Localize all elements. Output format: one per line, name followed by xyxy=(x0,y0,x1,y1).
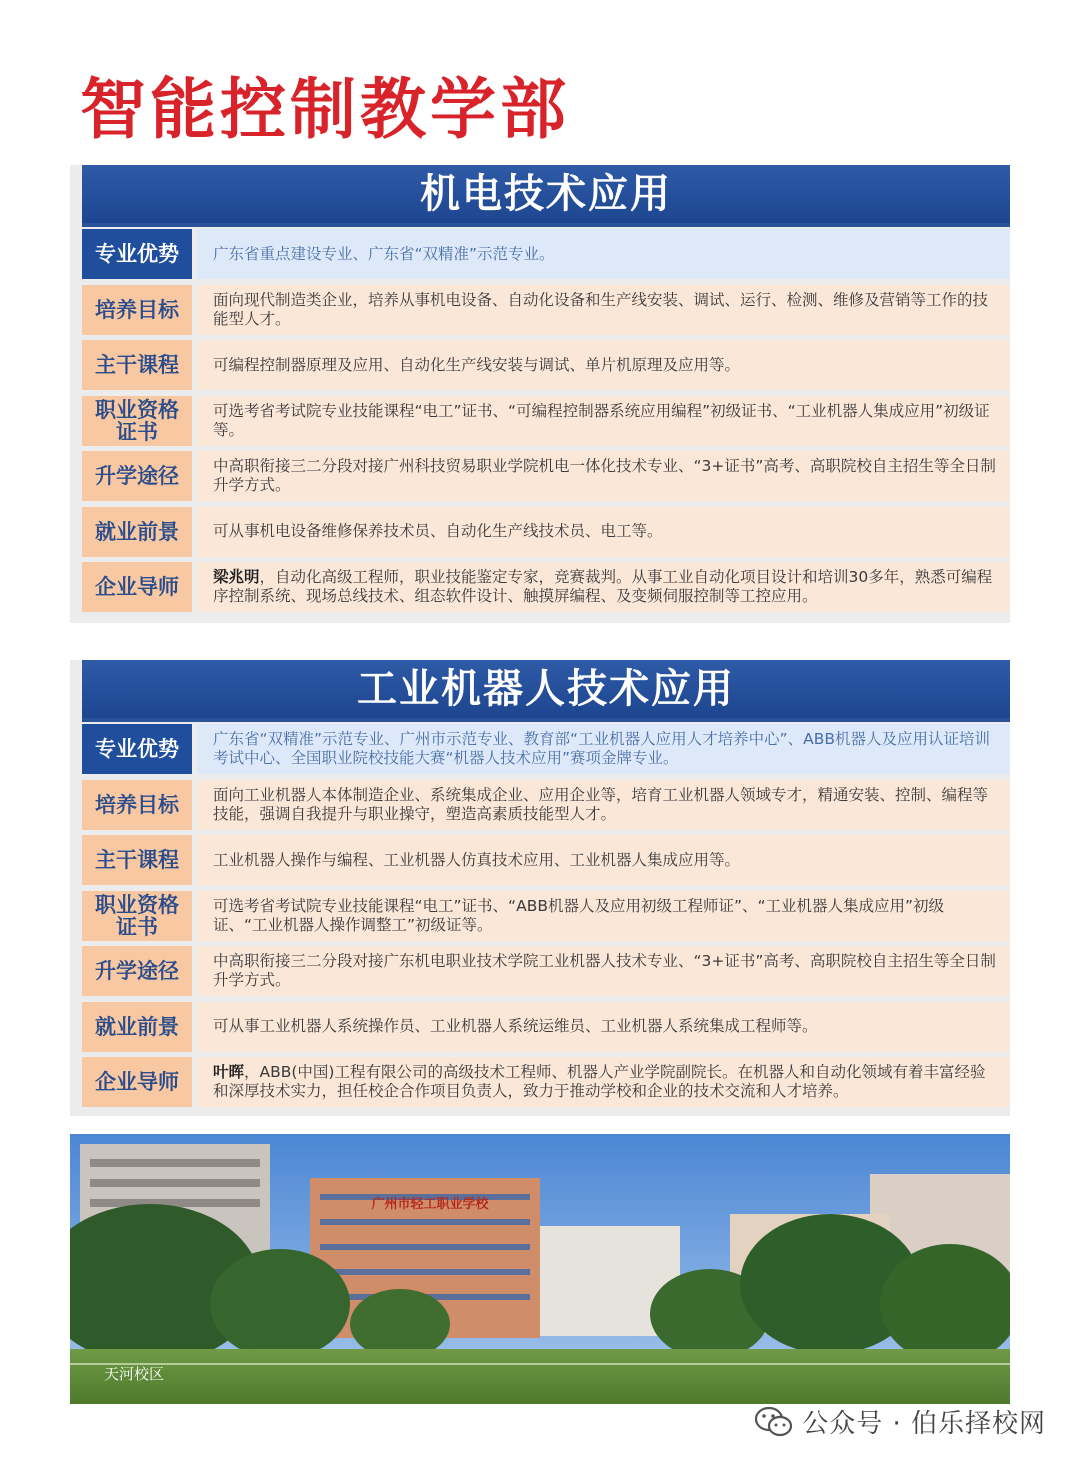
row-text: 可选考省考试院专业技能课程“电工”证书、“可编程控制器系统应用编程”初级证书、“工业机器人集成应用”初级证等。 xyxy=(197,396,1010,446)
row-label: 培养目标 xyxy=(82,780,192,830)
section-title: 工业机器人技术应用 xyxy=(82,660,1010,718)
campus-caption: 天河校区 xyxy=(104,1365,165,1383)
row-text xyxy=(197,562,1010,612)
row-text: 可从事机电设备维修保养技术员、自动化生产线技术员、电工等。 xyxy=(197,507,1010,557)
info-row-goal xyxy=(82,780,1010,830)
info-row-employment xyxy=(82,507,1010,557)
row-label: 企业导师 xyxy=(82,562,192,612)
building-sign: 广州市轻工职业学校 xyxy=(371,1197,489,1212)
info-row-certificates xyxy=(82,396,1010,446)
mentor-name: 叶晖 xyxy=(213,1063,245,1081)
row-label: 专业优势 xyxy=(82,724,192,774)
row-text: 面向现代制造类企业，培养从事机电设备、自动化设备和生产线安装、调试、运行、检测、维修及营销等工作的技能型人才。 xyxy=(197,285,1010,335)
row-text: 可从事工业机器人系统操作员、工业机器人系统运维员、工业机器人系统集成工程师等。 xyxy=(197,1002,1010,1052)
info-row-mentor xyxy=(82,1057,1010,1107)
row-text xyxy=(197,1057,1010,1107)
row-text: 可编程控制器原理及应用、自动化生产线安装与调试、单片机原理及应用等。 xyxy=(197,340,1010,390)
row-text: 广东省“双精准”示范专业、广州市示范专业、教育部“工业机器人应用人才培养中心”、ABB机器人及应用认证培训考试中心、全国职业院校技能大赛“机器人技术应用”赛项金牌专业。 xyxy=(197,724,1010,774)
row-label: 主干课程 xyxy=(82,835,192,885)
row-text: 广东省重点建设专业、广东省“双精准”示范专业。 xyxy=(197,229,1010,279)
row-label: 就业前景 xyxy=(82,507,192,557)
info-row-goal xyxy=(82,285,1010,335)
campus-photo xyxy=(70,1134,1010,1404)
row-text: 中高职衔接三二分段对接广东机电职业技术学院工业机器人技术专业、“3+证书”高考、高职院校自主招生等全日制升学方式。 xyxy=(197,946,1010,996)
row-label: 专业优势 xyxy=(82,229,192,279)
info-row-certificates xyxy=(82,891,1010,941)
row-text: 工业机器人操作与编程、工业机器人仿真技术应用、工业机器人集成应用等。 xyxy=(197,835,1010,885)
mentor-bio: ，ABB(中国)工程有限公司的高级技术工程师、机器人产业学院副院长。在机器人和自动化领域有着丰富经验和深厚技术实力，担任校企合作项目负责人，致力于推动学校和企业的技术交流和人才培养。 xyxy=(213,1063,986,1100)
row-label: 培养目标 xyxy=(82,285,192,335)
section-mechatronics xyxy=(70,165,1010,623)
info-row-mentor xyxy=(82,562,1010,612)
row-label: 升学途径 xyxy=(82,451,192,501)
row-text: 中高职衔接三二分段对接广州科技贸易职业学院机电一体化技术专业、“3+证书”高考、高职院校自主招生等全日制升学方式。 xyxy=(197,451,1010,501)
campus-illustration xyxy=(70,1134,1010,1404)
page-title: 智能控制教学部 xyxy=(80,71,570,148)
info-row-advantage xyxy=(82,229,1010,279)
info-table xyxy=(82,229,1010,618)
section-title: 机电技术应用 xyxy=(82,165,1010,223)
info-row-further-study xyxy=(82,451,1010,501)
info-row-employment xyxy=(82,1002,1010,1052)
row-label: 就业前景 xyxy=(82,1002,192,1052)
row-text: 面向工业机器人本体制造企业、系统集成企业、应用企业等，培育工业机器人领域专才，精通安装、控制、编程等技能，强调自我提升与职业操守，塑造高素质技能型人才。 xyxy=(197,780,1010,830)
footer-text: 公众号 · 伯乐择校网 xyxy=(802,1409,1046,1439)
row-label: 职业资格证书 xyxy=(82,891,192,941)
info-table xyxy=(82,724,1010,1113)
row-label: 企业导师 xyxy=(82,1057,192,1107)
mentor-bio: ，自动化高级工程师，职业技能鉴定专家，竞赛裁判。从事工业自动化项目设计和培训30多年，熟悉可编程序控制系统、现场总线技术、组态软件设计、触摸屏编程、及变频伺服控制等工控应用。 xyxy=(213,568,993,605)
mentor-name: 梁兆明 xyxy=(213,568,260,586)
wechat-icon xyxy=(754,1405,794,1439)
row-label: 主干课程 xyxy=(82,340,192,390)
info-row-courses xyxy=(82,340,1010,390)
info-row-courses xyxy=(82,835,1010,885)
row-label: 升学途径 xyxy=(82,946,192,996)
info-row-further-study xyxy=(82,946,1010,996)
row-label: 职业资格证书 xyxy=(82,396,192,446)
info-row-advantage xyxy=(82,724,1010,774)
footer-watermark xyxy=(754,1403,1046,1440)
section-industrial-robot xyxy=(70,660,1010,1116)
row-text: 可选考省考试院专业技能课程“电工”证书、“ABB机器人及应用初级工程师证”、“工业机器人集成应用”初级证、“工业机器人操作调整工”初级证等。 xyxy=(197,891,1010,941)
